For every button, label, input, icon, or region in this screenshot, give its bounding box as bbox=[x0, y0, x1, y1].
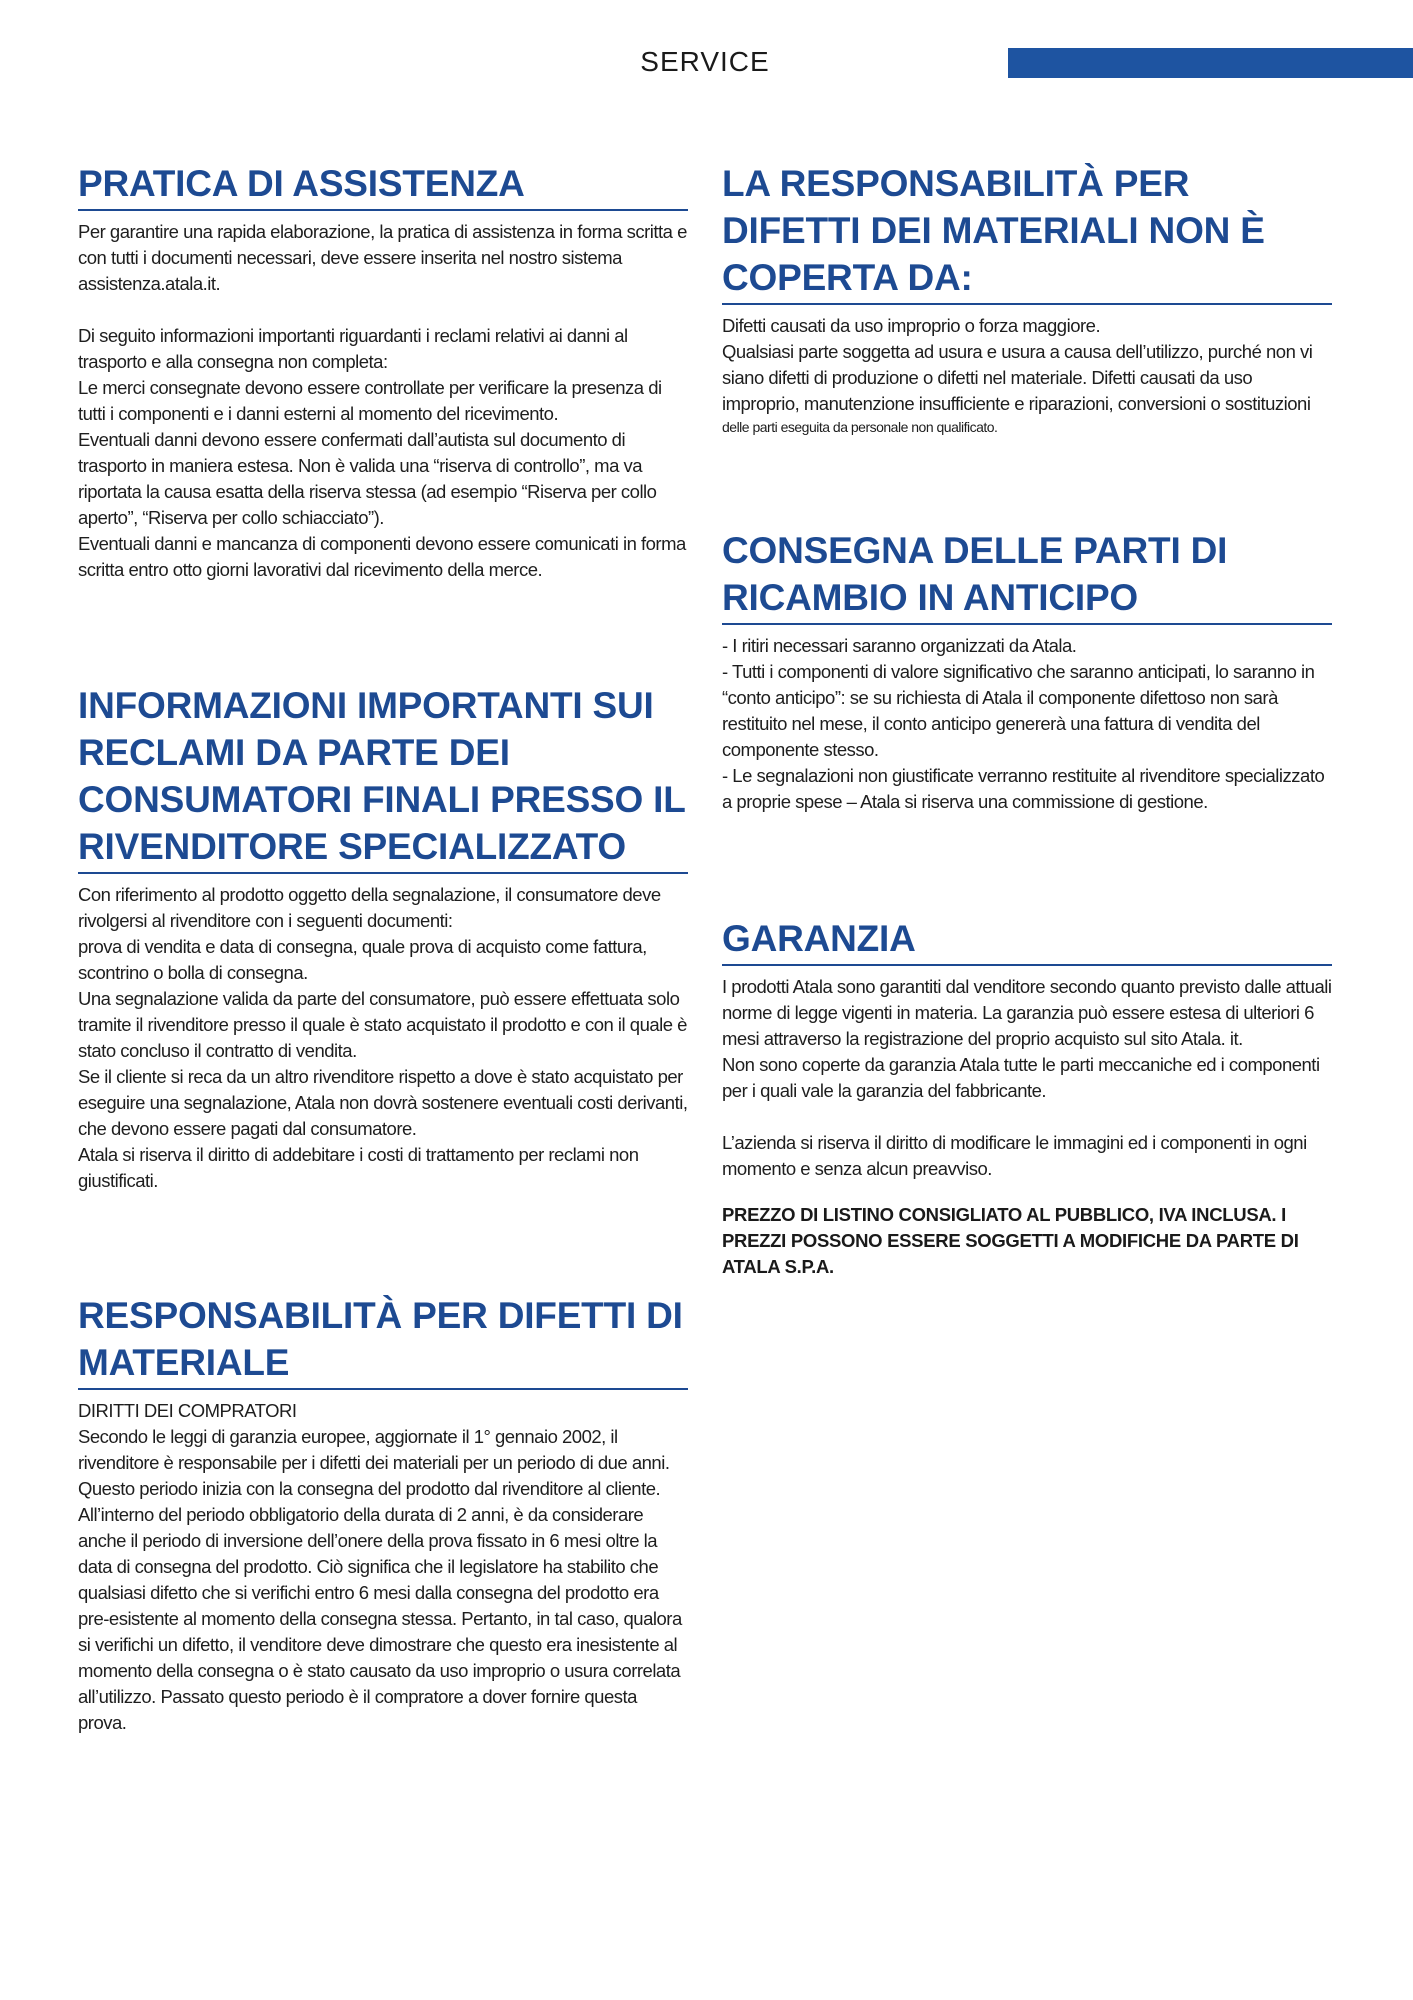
section-body bbox=[78, 1398, 688, 1736]
small-note: delle parti eseguita da personale non qualificato. bbox=[722, 419, 998, 435]
section-non-coperta bbox=[722, 160, 1332, 437]
section-consegna-anticipo bbox=[722, 527, 1332, 815]
paragraph: Una segnalazione valida da parte del consumatore, può essere effettuata solo tramite il rivenditore presso il quale è stato acquistato il prodotto e con il quale è stato concluso il contratto di vendita. bbox=[78, 988, 687, 1061]
paragraph: - Le segnalazioni non giustificate verranno restituite al rivenditore specializzato a proprie spese – Atala si riserva una commissione di gestione. bbox=[722, 765, 1325, 812]
paragraph: Atala si riserva il diritto di addebitare i costi di trattamento per reclami non giustificati. bbox=[78, 1144, 639, 1191]
subheading: DIRITTI DEI COMPRATORI bbox=[78, 1400, 297, 1421]
section-body bbox=[78, 882, 688, 1194]
section-informazioni-reclami bbox=[78, 682, 688, 1194]
section-heading: CONSEGNA DELLE PARTI DI RICAMBIO IN ANTICIPO bbox=[722, 527, 1332, 625]
paragraph: Per garantire una rapida elaborazione, la pratica di assistenza in forma scritta e con tutti i documenti necessari, deve essere inserita nel nostro sistema assistenza.atala.it. bbox=[78, 221, 687, 294]
price-disclaimer: PREZZO DI LISTINO CONSIGLIATO AL PUBBLICO, IVA INCLUSA. I PREZZI POSSONO ESSERE SOGGETTI A MODIFICHE DA PARTE DI ATALA S.P.A. bbox=[722, 1204, 1299, 1277]
paragraph: Non sono coperte da garanzia Atala tutte le parti meccaniche ed i componenti per i quali vale la garanzia del fabbricante. bbox=[722, 1054, 1320, 1101]
section-heading: GARANZIA bbox=[722, 915, 1332, 966]
paragraph: Con riferimento al prodotto oggetto della segnalazione, il consumatore deve rivolgersi al rivenditore con i seguenti documenti: bbox=[78, 884, 661, 931]
section-heading: LA RESPONSABILITÀ PER DIFETTI DEI MATERIALI NON È COPERTA DA: bbox=[722, 160, 1332, 305]
paragraph: Le merci consegnate devono essere controllate per verificare la presenza di tutti i componenti e i danni esterni al momento del ricevimento. bbox=[78, 377, 662, 424]
section-responsabilita-difetti bbox=[78, 1292, 688, 1736]
paragraph: Eventuali danni e mancanza di componenti devono essere comunicati in forma scritta entro otto giorni lavorativi dal ricevimento della merce. bbox=[78, 533, 686, 580]
section-body bbox=[722, 974, 1332, 1280]
page-section-title: SERVICE bbox=[640, 46, 770, 77]
section-heading: PRATICA DI ASSISTENZA bbox=[78, 160, 688, 211]
paragraph: L’azienda si riserva il diritto di modificare le immagini ed i componenti in ogni momento e senza alcun preavviso. bbox=[722, 1132, 1307, 1179]
section-pratica-di-assistenza bbox=[78, 160, 688, 583]
right-column bbox=[722, 160, 1332, 1280]
paragraph: prova di vendita e data di consegna, quale prova di acquisto come fattura, scontrino o bolla di consegna. bbox=[78, 936, 647, 983]
paragraph: - Tutti i componenti di valore significativo che saranno anticipati, lo saranno in “conto anticipo”: se su richiesta di Atala il componente difettoso non sarà restituito nel mese, il conto anticipo genererà una fattura di vendita del componente stesso. bbox=[722, 661, 1315, 760]
section-heading: RESPONSABILITÀ PER DIFETTI DI MATERIALE bbox=[78, 1292, 688, 1390]
section-body bbox=[78, 219, 688, 583]
paragraph: - I ritiri necessari saranno organizzati da Atala. bbox=[722, 635, 1077, 656]
section-body bbox=[722, 313, 1332, 437]
section-heading: INFORMAZIONI IMPORTANTI SUI RECLAMI DA PARTE DEI CONSUMATORI FINALI PRESSO IL RIVENDITORE SPECIALIZZATO bbox=[78, 682, 688, 874]
section-body bbox=[722, 633, 1332, 815]
paragraph: Secondo le leggi di garanzia europee, aggiornate il 1° gennaio 2002, il rivenditore è responsabile per i difetti dei materiali per un periodo di due anni. Questo periodo inizia con la consegna del prodotto dal rivenditore al cliente. All’interno del periodo obbligatorio della durata di 2 anni, è da considerare anche il periodo di inversione dell’onere della prova fissato in 6 mesi oltre la data di consegna del prodotto. Ciò significa che il legislatore ha stabilito che qualsiasi difetto che si verifichi entro 6 mesi dalla consegna del prodotto era pre-esistente al momento della consegna stessa. Pertanto, in tal caso, qualora si verifichi un difetto, il venditore deve dimostrare che questo era inesistente al momento della consegna o è stato causato da uso improprio o usura correlata all’utilizzo. Passato questo periodo è il compratore a dover fornire questa prova. bbox=[78, 1426, 682, 1733]
header-accent-bar bbox=[1008, 48, 1413, 78]
paragraph: Se il cliente si reca da un altro rivenditore rispetto a dove è stato acquistato per eseguire una segnalazione, Atala non dovrà sostenere eventuali costi derivanti, che devono essere pagati dal consumatore. bbox=[78, 1066, 688, 1139]
paragraph: Difetti causati da uso improprio o forza maggiore. bbox=[722, 315, 1101, 336]
left-column bbox=[78, 160, 688, 1736]
paragraph: Qualsiasi parte soggetta ad usura e usura a causa dell’utilizzo, purché non vi siano difetti di produzione o difetti nel materiale. Difetti causati da uso improprio, manutenzione insufficiente e riparazioni, conversioni o sostituzioni bbox=[722, 341, 1313, 414]
section-garanzia bbox=[722, 915, 1332, 1280]
paragraph: I prodotti Atala sono garantiti dal venditore secondo quanto previsto dalle attuali norme di legge vigenti in materia. La garanzia può essere estesa di ulteriori 6 mesi attraverso la registrazione del proprio acquisto sul sito Atala. it. bbox=[722, 976, 1332, 1049]
paragraph: Di seguito informazioni importanti riguardanti i reclami relativi ai danni al trasporto e alla consegna non completa: bbox=[78, 325, 628, 372]
paragraph: Eventuali danni devono essere confermati dall’autista sul documento di trasporto in maniera estesa. Non è valida una “riserva di controllo”, ma va riportata la causa esatta della riserva stessa (ad esempio “Riserva per collo aperto”, “Riserva per collo schiacciato”). bbox=[78, 429, 657, 528]
